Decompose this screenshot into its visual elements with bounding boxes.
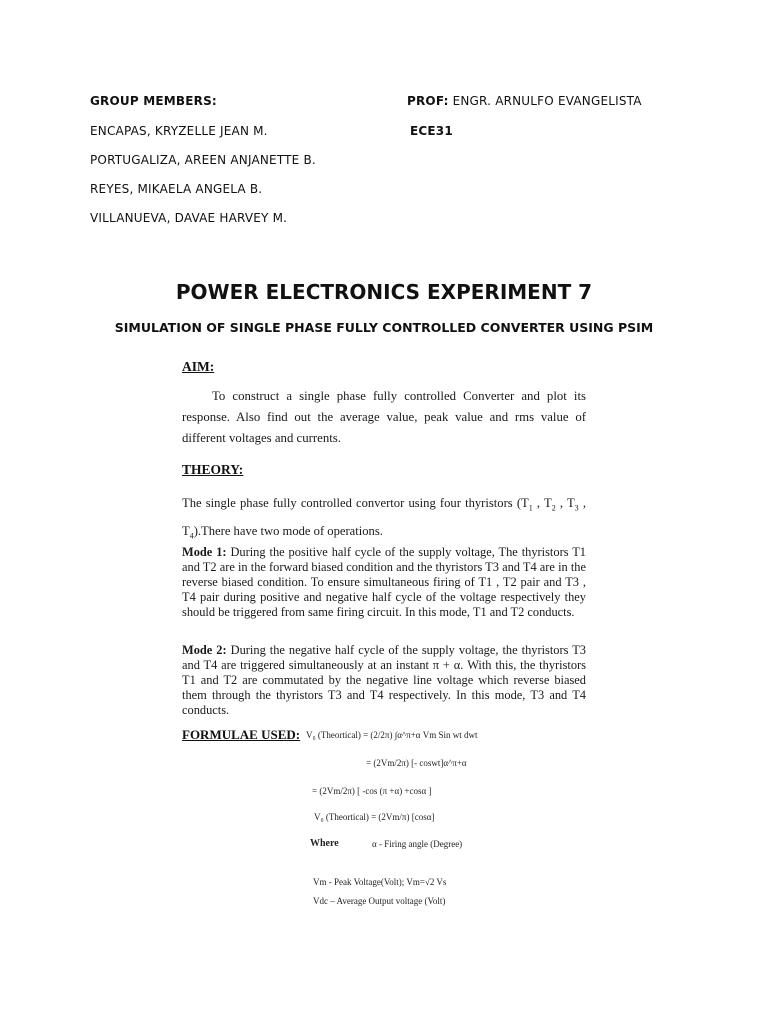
formula-3: = (2Vm/2π) [ -cos (π +α) +cosα ] bbox=[312, 786, 432, 796]
group-members-label: GROUP MEMBERS: bbox=[90, 94, 217, 108]
mode1-text: During the positive half cycle of the supply voltage, The thyristors T1 and T2 are in the forward biased condition and the thyristors T3 and T4 are in the reverse biased condition. To ensure simultaneous firing of T1 , T2 pair and T3 , T4 pair during positive and negative half cycle of the voltage respectively they should be triggered from same firing circuit. In this mode, T1 and T2 conducts. bbox=[182, 545, 586, 619]
mode1-paragraph bbox=[182, 545, 586, 620]
theory-heading: THEORY: bbox=[182, 462, 244, 477]
where-alpha: α - Firing angle (Degree) bbox=[372, 839, 463, 849]
aim-text: To construct a single phase fully controlled Converter and plot its response. Also find out the average value, peak value and rms value of different voltages and currents. bbox=[182, 389, 586, 445]
theory-intro-a: The single phase fully controlled convertor using four thyristors (T bbox=[182, 496, 529, 510]
mode2-text: During the negative half cycle of the supply voltage, the thyristors T3 and T4 are triggered simultaneously at an instant π + α. With this, the thyristors T1 and T2 are commutated by the negative line voltage which reverse biased them through the thyristors T3 and T4 respectively. In this mode, T3 and T4 conducts. bbox=[182, 643, 587, 717]
course-code: ECE31 bbox=[410, 124, 453, 138]
vm-definition: Vm - Peak Voltage(Volt); Vm=√2 Vs bbox=[313, 877, 447, 887]
page-subtitle: SIMULATION OF SINGLE PHASE FULLY CONTROLLED CONVERTER USING PSIM bbox=[114, 320, 654, 335]
vdc-definition: Vdc – Average Output voltage (Volt) bbox=[313, 896, 446, 906]
member-1: ENCAPAS, KRYZELLE JEAN M. bbox=[90, 124, 268, 138]
member-3: REYES, MIKAELA ANGELA B. bbox=[90, 182, 263, 196]
formula-2: = (2Vm/2π) [- coswt]α^π+α bbox=[366, 758, 467, 768]
prof-name: ENGR. ARNULFO EVANGELISTA bbox=[448, 94, 642, 108]
prof-label: PROF: bbox=[407, 94, 449, 108]
formula-1: V₀ (Theortical) = (2/2π) ∫α^π+α Vm Sin wt dwt bbox=[306, 730, 478, 740]
member-2: PORTUGALIZA, AREEN ANJANETTE B. bbox=[90, 153, 316, 167]
aim-heading: AIM: bbox=[182, 359, 215, 374]
mode1-label: Mode 1: bbox=[182, 545, 227, 559]
professor-line bbox=[407, 94, 642, 108]
formulae-heading: FORMULAE USED: bbox=[182, 727, 301, 742]
page-title: POWER ELECTRONICS EXPERIMENT 7 bbox=[175, 280, 593, 304]
member-4: VILLANUEVA, DAVAE HARVEY M. bbox=[90, 211, 288, 225]
mode2-label: Mode 2: bbox=[182, 643, 227, 657]
theory-intro-b: ).There have two mode of operations. bbox=[193, 523, 383, 538]
where-label: Where bbox=[310, 838, 339, 849]
mode2-paragraph bbox=[182, 643, 586, 718]
formula-4: V₀ (Theortical) = (2Vm/π) [cosα] bbox=[314, 812, 435, 822]
theory-intro: The single phase fully controlled convertor using four thyristors ($T_1$ , $T_2$ , $T_3$ , $T_4).There$ have two mode of operations. bbox=[182, 496, 586, 541]
